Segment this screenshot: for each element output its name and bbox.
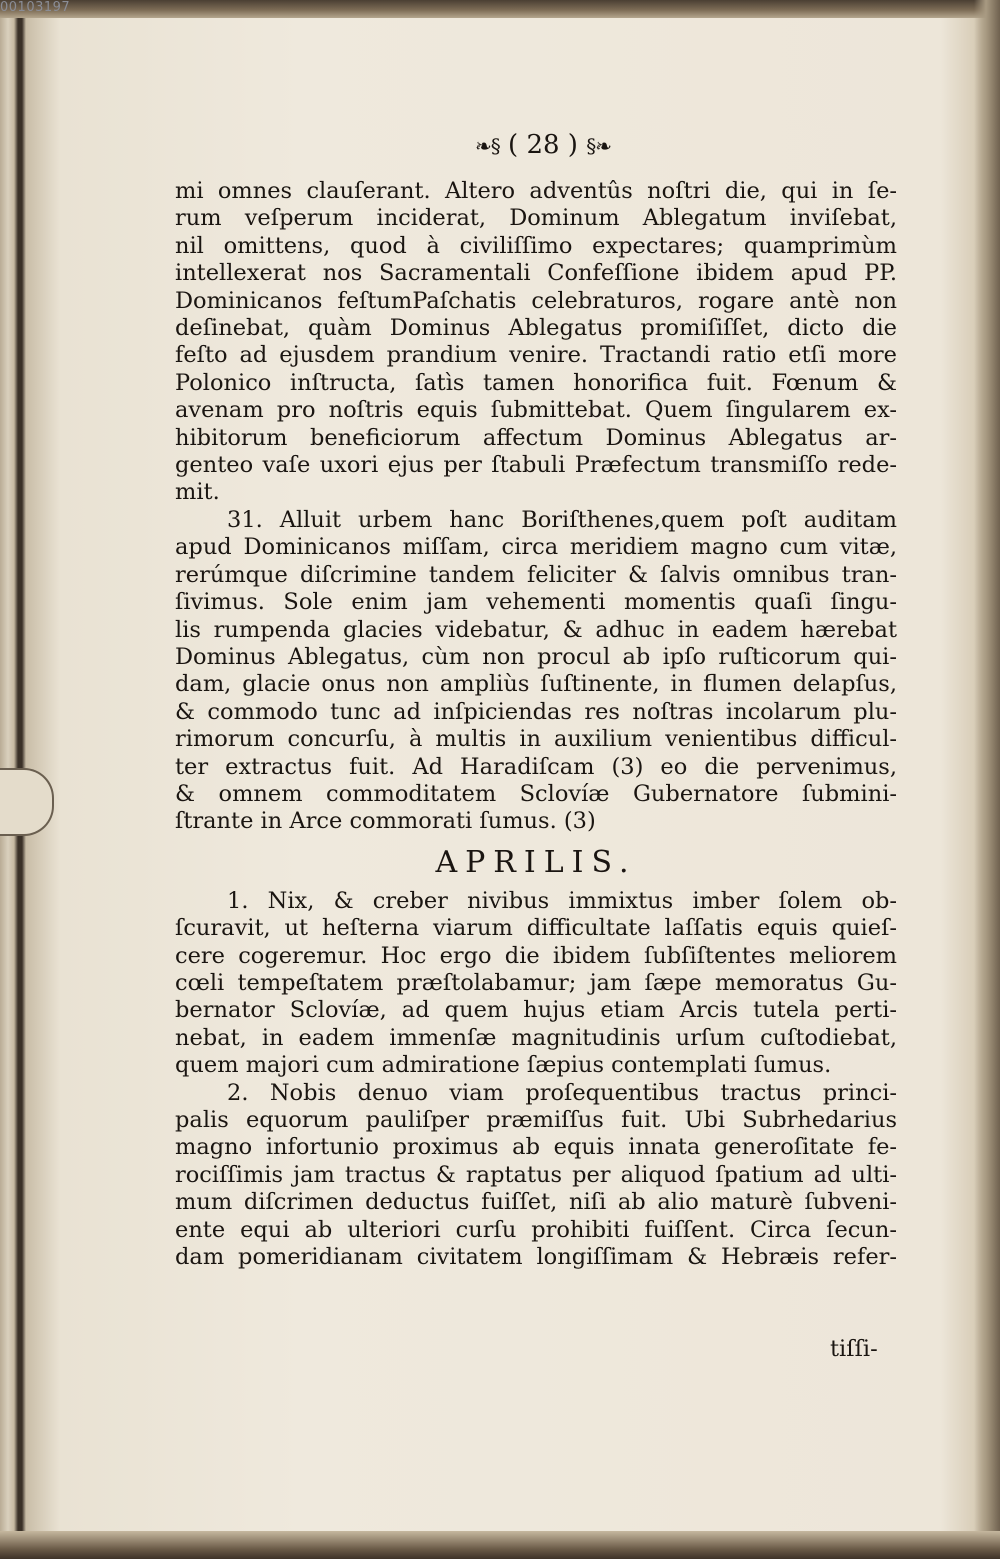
text-line: lis rumpenda glacies videbatur, & adhuc in eadem hærebat xyxy=(175,616,897,643)
text-line: palis equorum pauliſper præmiſſus fuit. Ubi Subrhedarius xyxy=(175,1107,897,1133)
text-line: & omnem commoditatem Sclovíæ Gubernatore ſubmini- xyxy=(175,780,897,807)
text-line: hibitorum beneficiorum affectum Dominus Ablegatus ar- xyxy=(175,424,897,451)
paragraph-april-1 xyxy=(175,888,897,1080)
text-line: feſto ad ejusdem prandium venire. Tractandi ratio etſi more xyxy=(175,342,897,369)
page-right-edge xyxy=(974,0,1000,1559)
text-line: ente equi ab ulteriori curſu prohibiti fuiſſent. Circa ſecun- xyxy=(175,1216,897,1243)
text-line: cere cogeremur. Hoc ergo die ibidem ſubſiſtentes meliorem xyxy=(175,942,897,969)
text-line: 31. Alluit urbem hanc Boriſthenes,quem poſt auditam xyxy=(227,506,897,533)
text-line: ſcuravit, ut heſterna viarum difficultate laſſatis equis quieſ- xyxy=(175,915,897,942)
text-line: bernator Sclovíæ, ad quem hujus etiam Arcis tutela perti- xyxy=(175,997,897,1024)
ornament-right: §❧ xyxy=(586,134,611,158)
page-number: ( 28 ) xyxy=(508,130,578,160)
text-line: dam pomeridianam civitatem longiſſimam & Hebræis refer- xyxy=(175,1244,897,1271)
text-line: mit. xyxy=(175,479,220,506)
text-line: genteo vaſe uxori ejus per ſtabuli Præfectum transmiſſo rede- xyxy=(175,452,897,479)
text-line: rum veſperum inciderat, Dominum Ablegatum inviſebat, xyxy=(175,205,897,232)
text-line: Polonico inſtructa, ſatìs tamen honorifica fuit. Fœnum & xyxy=(175,369,897,396)
text-line: ſtrante in Arce commorati ſumus. (3) xyxy=(175,808,596,835)
text-line: mi omnes clauſerant. Altero adventûs noſtri die, qui in ſe- xyxy=(175,178,897,204)
text-line: rimorum concurſu, à multis in auxilium venientibus difficul- xyxy=(175,726,897,753)
ornament-left: ❧§ xyxy=(475,134,500,158)
text-line: apud Dominicanos miſſam, circa meridiem magno cum vitæ, xyxy=(175,534,897,561)
text-line: 1. Nix, & creber nivibus immixtus imber ſolem ob- xyxy=(227,887,897,914)
text-line: deſinebat, quàm Dominus Ablegatus promiſiſſet, dicto die xyxy=(175,315,897,342)
page-top-edge xyxy=(0,0,1000,18)
paragraph-april-2 xyxy=(175,1080,897,1272)
page-header xyxy=(443,130,643,160)
scan-label: 00103197 xyxy=(0,0,71,15)
text-line: cœli tempeſtatem præſtolabamur; jam ſæpe memoratus Gu- xyxy=(175,969,897,996)
catchword: tiſſi- xyxy=(830,1336,878,1362)
text-line: dam, glacie onus non ampliùs ſuſtinente, in flumen delapſus, xyxy=(175,671,897,698)
text-line: mum diſcrimen deductus fuiſſet, niſi ab alio maturè ſubveni- xyxy=(175,1189,897,1216)
paragraph-continued xyxy=(175,178,897,507)
text-line: magno infortunio proximus ab equis innata generoſitate fe- xyxy=(175,1134,897,1161)
text-line: Dominicanos feſtumPaſchatis celebraturos, rogare antè non xyxy=(175,287,897,314)
text-line: nebat, in eadem immenſæ magnitudinis urſum cuſtodiebat, xyxy=(175,1024,897,1051)
text-line: intellexerat nos Sacramentali Confeſſione ibidem apud PP. xyxy=(175,260,897,287)
text-line: Dominus Ablegatus, cùm non procul ab ipſo ruſticorum qui- xyxy=(175,643,897,670)
text-line: nil omittens, quod à civiliſſimo expectares; quamprimùm xyxy=(175,232,897,259)
text-line: 2. Nobis denuo viam proſequentibus tractus princi- xyxy=(227,1079,897,1106)
text-line: ter extractus fuit. Ad Haradiſcam (3) eo die pervenimus, xyxy=(175,753,897,780)
text-line: avenam pro noſtris equis ſubmittebat. Quem ſingularem ex- xyxy=(175,397,897,424)
text-line: & commodo tunc ad inſpiciendas res noſtras incolarum plu- xyxy=(175,698,897,725)
paragraph-31 xyxy=(175,507,897,836)
section-title: APRILIS. xyxy=(435,844,637,880)
text-line: rociſſimis jam tractus & raptatus per aliquod ſpatium ad ulti- xyxy=(175,1161,897,1188)
text-line: ſivimus. Sole enim jam vehementi momentis quaſi ſingu- xyxy=(175,589,897,616)
bookmark-tab xyxy=(0,768,54,836)
body-text xyxy=(175,178,897,1271)
page-bottom-edge xyxy=(0,1531,1000,1559)
text-line: rerúmque diſcrimine tandem feliciter & ſalvis omnibus tran- xyxy=(175,561,897,588)
text-line: quem majori cum admiratione ſæpius contemplati ſumus. xyxy=(175,1052,832,1079)
